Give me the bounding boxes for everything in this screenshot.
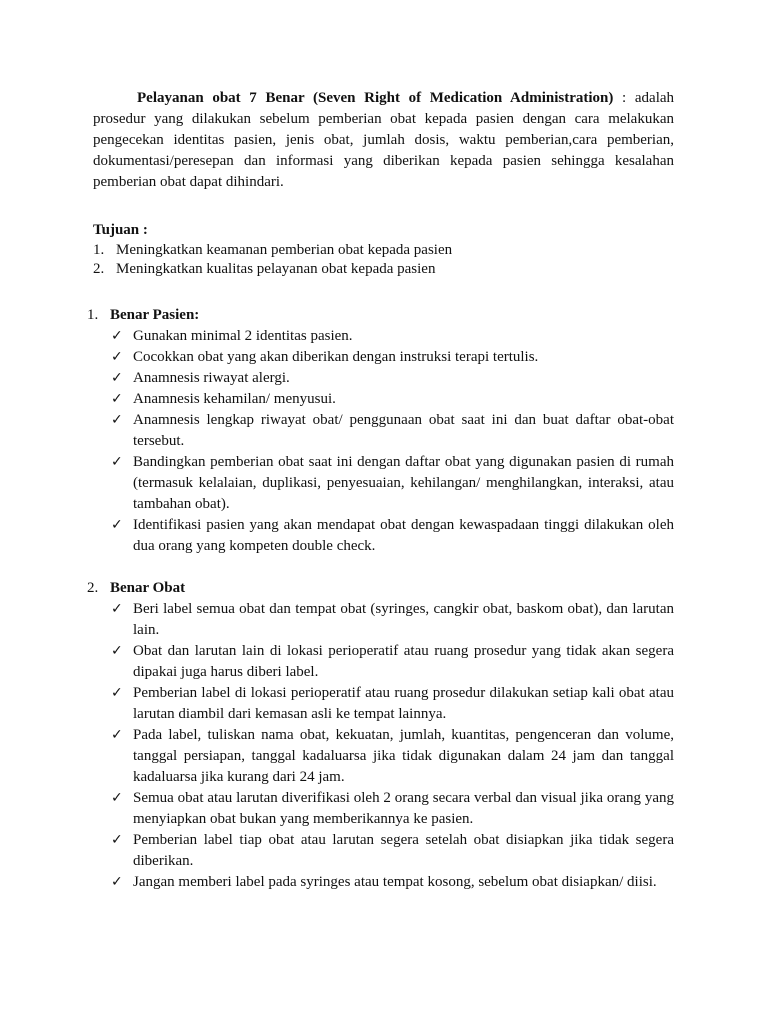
checklist-item-text: Cocokkan obat yang akan diberikan dengan instruksi terapi tertulis. bbox=[133, 349, 539, 365]
intro-title-colon: : bbox=[613, 90, 627, 106]
checklist-item bbox=[93, 452, 674, 515]
check-mark-icon: ✓ bbox=[111, 685, 123, 701]
section-title: Benar Obat bbox=[110, 580, 186, 596]
checklist-item-text: Anamnesis riwayat alergi. bbox=[133, 370, 290, 386]
checklist-item-text: Obat dan larutan lain di lokasi perioperatif atau ruang prosedur yang tidak akan segera dipakai juga harus diberi label. bbox=[133, 643, 674, 680]
checklist-item-text: Jangan memberi label pada syringes atau tempat kosong, sebelum obat disiapkan/ diisi. bbox=[133, 874, 657, 890]
checklist-item-text: Pemberian label di lokasi perioperatif atau ruang prosedur dilakukan setiap kali obat atau larutan diambil dari kemasan asli ke tempat lainnya. bbox=[133, 685, 674, 722]
checklist-item-text: Gunakan minimal 2 identitas pasien. bbox=[133, 328, 353, 344]
list-item bbox=[93, 260, 674, 279]
checklist-item bbox=[93, 410, 674, 452]
checklist-item bbox=[93, 347, 674, 368]
checklist-item-text: Beri label semua obat dan tempat obat (syringes, cangkir obat, baskom obat), dan larutan lain. bbox=[133, 601, 674, 638]
section-heading bbox=[87, 305, 674, 326]
checklist-item bbox=[93, 830, 674, 872]
section-benar-obat bbox=[87, 578, 674, 893]
checklist-item bbox=[93, 515, 674, 557]
check-mark-icon: ✓ bbox=[111, 517, 123, 533]
checklist-item bbox=[93, 725, 674, 788]
check-mark-icon: ✓ bbox=[111, 370, 123, 386]
checklist-item-text: Anamnesis kehamilan/ menyusui. bbox=[133, 391, 336, 407]
list-item-text: Meningkatkan keamanan pemberian obat kepada pasien bbox=[116, 242, 453, 258]
intro-title: Pelayanan obat 7 Benar (Seven Right of Medication Administration) bbox=[137, 90, 614, 106]
checklist-item bbox=[93, 599, 674, 641]
check-mark-icon: ✓ bbox=[111, 454, 123, 470]
intro-paragraph bbox=[93, 88, 674, 193]
checklist-item bbox=[93, 368, 674, 389]
checklist-item-text: Bandingkan pemberian obat saat ini dengan daftar obat yang digunakan pasien di rumah (termasuk kelalaian, duplikasi, penyesuaian, kehilangan/ menghilangkan, interaksi, atau tambahan obat). bbox=[133, 454, 674, 512]
checklist-item-text: Pemberian label tiap obat atau larutan segera setelah obat disiapkan jika tidak segera diberikan. bbox=[133, 832, 674, 869]
section-number: 1. bbox=[87, 307, 99, 323]
checklist-item bbox=[93, 326, 674, 347]
checklist-item bbox=[93, 683, 674, 725]
check-mark-icon: ✓ bbox=[111, 412, 123, 428]
check-mark-icon: ✓ bbox=[111, 328, 123, 344]
tujuan-heading: Tujuan : bbox=[93, 222, 148, 238]
checklist-item bbox=[93, 788, 674, 830]
check-mark-icon: ✓ bbox=[111, 874, 123, 890]
list-item bbox=[93, 241, 674, 260]
tujuan-list bbox=[93, 241, 674, 279]
list-item-text: Meningkatkan kualitas pelayanan obat kepada pasien bbox=[116, 261, 436, 277]
checklist-item-text: Anamnesis lengkap riwayat obat/ penggunaan obat saat ini dan buat daftar obat-obat tersebut. bbox=[133, 412, 674, 449]
checklist bbox=[93, 326, 674, 557]
list-number: 1. bbox=[93, 242, 105, 258]
checklist-item bbox=[93, 872, 674, 893]
check-mark-icon: ✓ bbox=[111, 727, 123, 743]
check-mark-icon: ✓ bbox=[111, 832, 123, 848]
check-mark-icon: ✓ bbox=[111, 643, 123, 659]
document-body bbox=[87, 88, 675, 893]
check-mark-icon: ✓ bbox=[111, 391, 123, 407]
check-mark-icon: ✓ bbox=[111, 601, 123, 617]
section-heading bbox=[87, 578, 674, 599]
checklist-item-text: Identifikasi pasien yang akan mendapat obat dengan kewaspadaan tinggi dilakukan oleh dua orang yang kompeten double check. bbox=[133, 517, 674, 554]
check-mark-icon: ✓ bbox=[111, 790, 123, 806]
check-mark-icon: ✓ bbox=[111, 349, 123, 365]
list-number: 2. bbox=[93, 261, 105, 277]
checklist-item bbox=[93, 389, 674, 410]
checklist-item-text: Semua obat atau larutan diverifikasi oleh 2 orang secara verbal dan visual jika orang yang menyiapkan obat bukan yang memberikannya ke pasien. bbox=[133, 790, 674, 827]
section-benar-pasien bbox=[87, 305, 674, 557]
checklist-item bbox=[93, 641, 674, 683]
section-number: 2. bbox=[87, 580, 99, 596]
checklist-item-text: Pada label, tuliskan nama obat, kekuatan, jumlah, kuantitas, pengenceran dan volume, tanggal persiapan, tanggal kadaluarsa jika tidak digunakan dalam 24 jam dan tanggal kadaluarsa jika kurang dari 24 jam. bbox=[133, 727, 674, 785]
intro-body: adalah prosedur yang dilakukan sebelum pemberian obat kepada pasien dengan cara melakukan pengecekan identitas pasien, jenis obat, jumlah dosis, waktu pemberian,cara pemberian, dokumentasi/peresepan dan informasi yang diberikan kepada pasien sehingga kesalahan pemberian obat dapat dihindari. bbox=[93, 90, 675, 190]
section-title: Benar Pasien: bbox=[110, 307, 200, 323]
checklist bbox=[93, 599, 674, 893]
